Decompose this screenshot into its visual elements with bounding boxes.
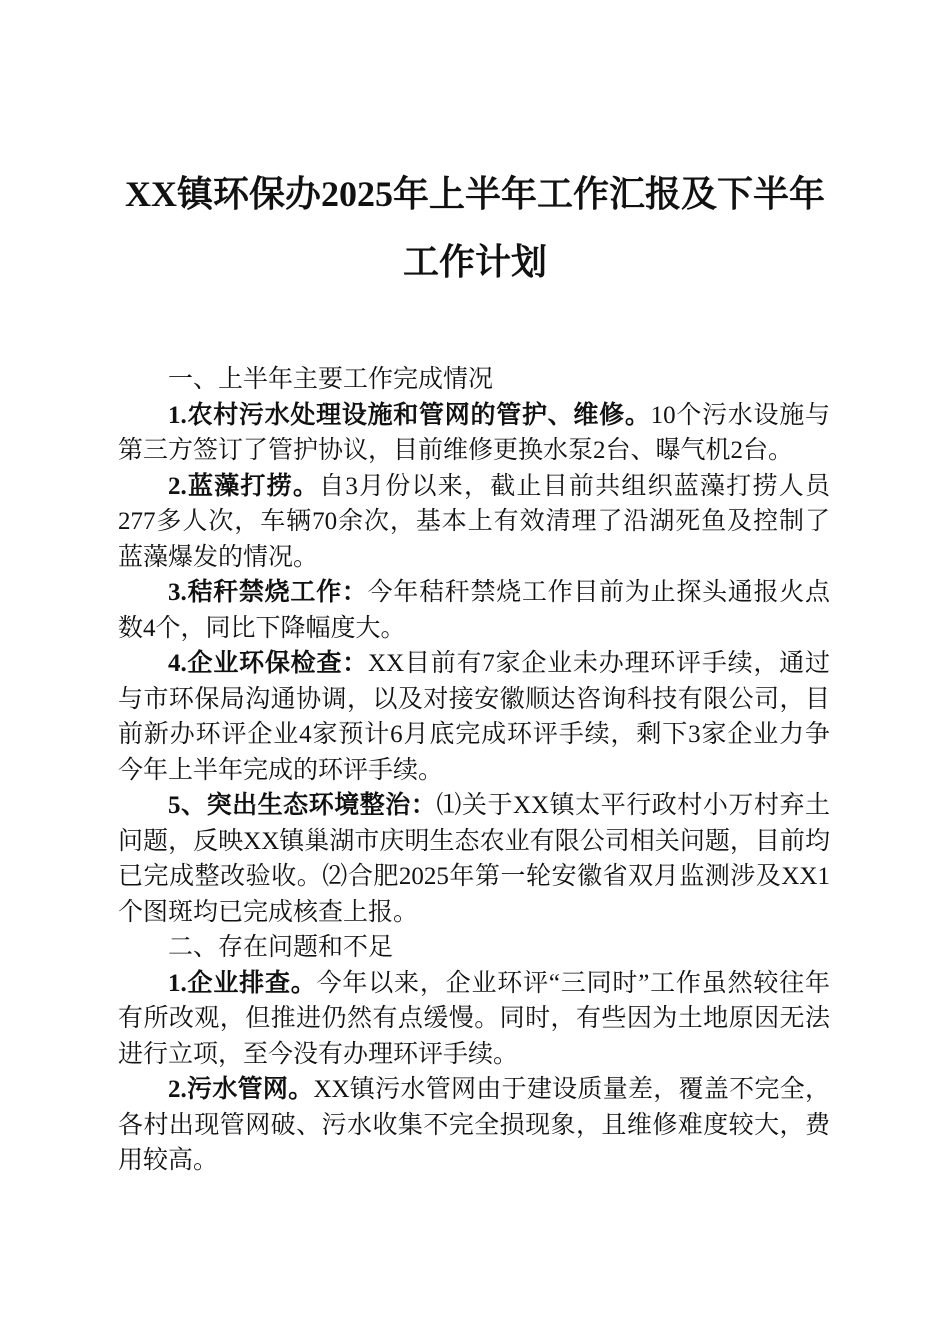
paragraph-text: ⑴关于XX镇太平行政村小万村弃土问题，反映XX镇巢湖市庆明生态农业有限公司相关问题，目前均已完成整改验收。⑵合肥2025年第一轮安徽省双月监测涉及XX1个图斑均已完成核查上报。	[118, 792, 830, 926]
document-body	[118, 362, 830, 1179]
paragraph-lead: 3.秸秆禁烧工作：	[168, 579, 368, 606]
paragraph-text: 今年秸秆禁烧工作目前为止探头通报火点数4个，同比下降幅度大。	[118, 579, 830, 642]
paragraph-straw-burning-ban	[118, 575, 830, 646]
paragraph-enterprise-screening	[118, 966, 830, 1073]
paragraph-text: XX目前有7家企业未办理环评手续，通过与市环保局沟通协调，以及对接安徽顺达咨询科技有限公司，目前新办环评企业4家预计6月底完成环评手续，剩下3家企业力争今年上半年完成的环评手续。	[118, 650, 830, 784]
paragraph-lead: 2.污水管网。	[168, 1076, 314, 1103]
paragraph-enterprise-inspection	[118, 646, 830, 788]
section-heading-achievements: 一、上半年主要工作完成情况	[168, 366, 494, 393]
paragraph-text: 今年以来，企业环评“三同时”工作虽然较往年有所改观，但推进仍然有点缓慢。同时，有些因为土地原因无法进行立项，至今没有办理环评手续。	[118, 969, 830, 1068]
document-title-line1: XX镇环保办2025年上半年工作汇报及下半年	[125, 174, 825, 214]
paragraph-lead: 2.蓝藻打捞。	[168, 472, 320, 500]
paragraph-ecological-remediation	[118, 788, 830, 930]
paragraph-text: XX镇污水管网由于建设质量差，覆盖不完全，各村出现管网破、污水收集不完全损现象，且维修难度较大，费用较高。	[118, 1076, 830, 1174]
paragraph-sewage-maintenance	[118, 398, 830, 469]
paragraph-algae-cleanup	[118, 469, 830, 576]
paragraph-lead: 1.农村污水处理设施和管网的管护、维修。	[168, 401, 651, 429]
section-heading-problems: 二、存在问题和不足	[168, 934, 394, 961]
paragraph-lead: 4.企业环保检查：	[168, 650, 369, 677]
document-title-line2: 工作计划	[402, 242, 547, 282]
paragraph-text: 自3月份以来，截止目前共组织蓝藻打捞人员277多人次，车辆70余次，基本上有效清理了沿湖死鱼及控制了蓝藻爆发的情况。	[118, 472, 830, 571]
paragraph-text: 10个污水设施与第三方签订了管护协议，目前维修更换水泵2台、曝气机2台。	[118, 401, 830, 464]
paragraph-sewage-network	[118, 1072, 830, 1179]
paragraph-lead: 5、突出生态环境整治：	[168, 792, 437, 819]
paragraph-lead: 1.企业排查。	[168, 969, 317, 997]
